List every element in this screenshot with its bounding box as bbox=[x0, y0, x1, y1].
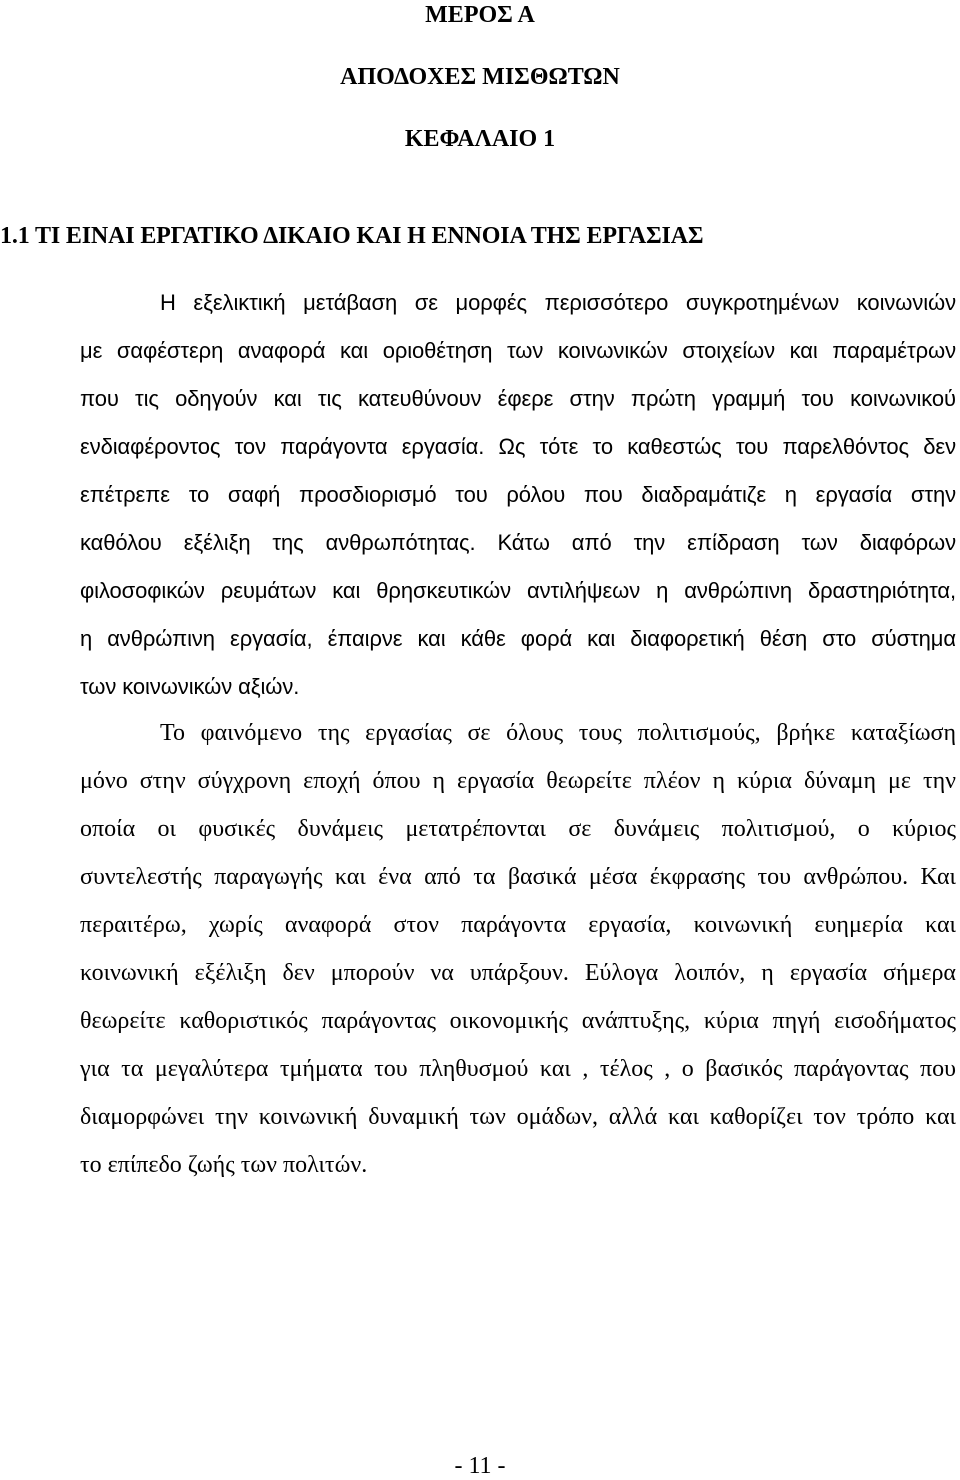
paragraph-line: διαμορφώνει την κοινωνική δυναμική των ομάδων, αλλά και καθορίζει τον τρόπο και bbox=[80, 1104, 956, 1130]
paragraph-line: κοινωνική εξέλιξη δεν μπορούν να υπάρξουν. Εύλογα λοιπόν, η εργασία σήμερα bbox=[80, 960, 956, 986]
page-number-text: - 11 - bbox=[454, 1453, 506, 1479]
paragraph-1 bbox=[0, 279, 956, 711]
paragraph-line: θεωρείτε καθοριστικός παράγοντας οικονομικής ανάπτυξης, κύρια πηγή εισοδήματος bbox=[80, 1008, 956, 1034]
paragraph-2 bbox=[0, 709, 956, 1189]
paragraph-line: φιλοσοφικών ρευμάτων και θρησκευτικών αντιλήψεων η ανθρώπινη δραστηριότητα, bbox=[80, 578, 956, 603]
paragraph-line: καθόλου εξέλιξη της ανθρωπότητας. Κάτω από την επίδραση των διαφόρων bbox=[80, 530, 956, 555]
paragraph-line: ενδιαφέροντος τον παράγοντα εργασία. Ως τότε το καθεστώς του παρελθόντος δεν bbox=[80, 434, 956, 459]
paragraph-line: η ανθρώπινη εργασία, έπαιρνε και κάθε φορά και διαφορετική θέση στο σύστημα bbox=[80, 626, 956, 651]
paragraph-line: οποία οι φυσικές δυνάμεις μετατρέπονται σε δυνάμεις πολιτισμού, ο κύριος bbox=[80, 816, 956, 842]
paragraph-line: των κοινωνικών αξιών. bbox=[80, 674, 300, 699]
paragraph-line: συντελεστής παραγωγής και ένα από τα βασικά μέσα έκφρασης του ανθρώπου. Και bbox=[80, 864, 956, 890]
part-subtitle: ΑΠΟΔΟΧΕΣ ΜΙΣΘΩΤΩΝ bbox=[340, 64, 620, 90]
paragraph-line: το επίπεδο ζωής των πολιτών. bbox=[80, 1152, 368, 1178]
part-title: ΜΕΡΟΣ Α bbox=[425, 2, 535, 28]
paragraph-line: για τα μεγαλύτερα τμήματα του πληθυσμού και , τέλος , ο βασικός παράγοντας που bbox=[80, 1056, 956, 1082]
page-number bbox=[0, 1452, 960, 1480]
paragraph-line: περαιτέρω, χωρίς αναφορά στον παράγοντα εργασία, κοινωνική ευημερία και bbox=[80, 912, 956, 938]
paragraph-line: Το φαινόμενο της εργασίας σε όλους τους πολιτισμούς, βρήκε καταξίωση bbox=[160, 720, 956, 746]
paragraph-line: μόνο στην σύγχρονη εποχή όπου η εργασία θεωρείτε πλέον η κύρια δύναμη με την bbox=[80, 768, 956, 794]
section-title: 1.1 ΤΙ ΕΙΝΑΙ ΕΡΓΑΤΙΚΟ ΔΙΚΑΙΟ ΚΑΙ Η ΕΝΝΟΙΑ ΤΗΣ ΕΡΓΑΣΙΑΣ bbox=[0, 223, 704, 249]
paragraph-line: που τις οδηγούν και τις κατευθύνουν έφερε στην πρώτη γραμμή του κοινωνικού bbox=[80, 386, 956, 411]
paragraph-line: Η εξελικτική μετάβαση σε μορφές περισσότερο συγκροτημένων κοινωνιών bbox=[160, 290, 956, 315]
paragraph-line: επέτρεπε το σαφή προσδιορισμό του ρόλου που διαδραμάτιζε η εργασία στην bbox=[80, 482, 956, 507]
paragraph-line: με σαφέστερη αναφορά και οριοθέτηση των κοινωνικών στοιχείων και παραμέτρων bbox=[80, 338, 956, 363]
chapter-title: ΚΕΦΑΛΑΙΟ 1 bbox=[404, 126, 556, 152]
